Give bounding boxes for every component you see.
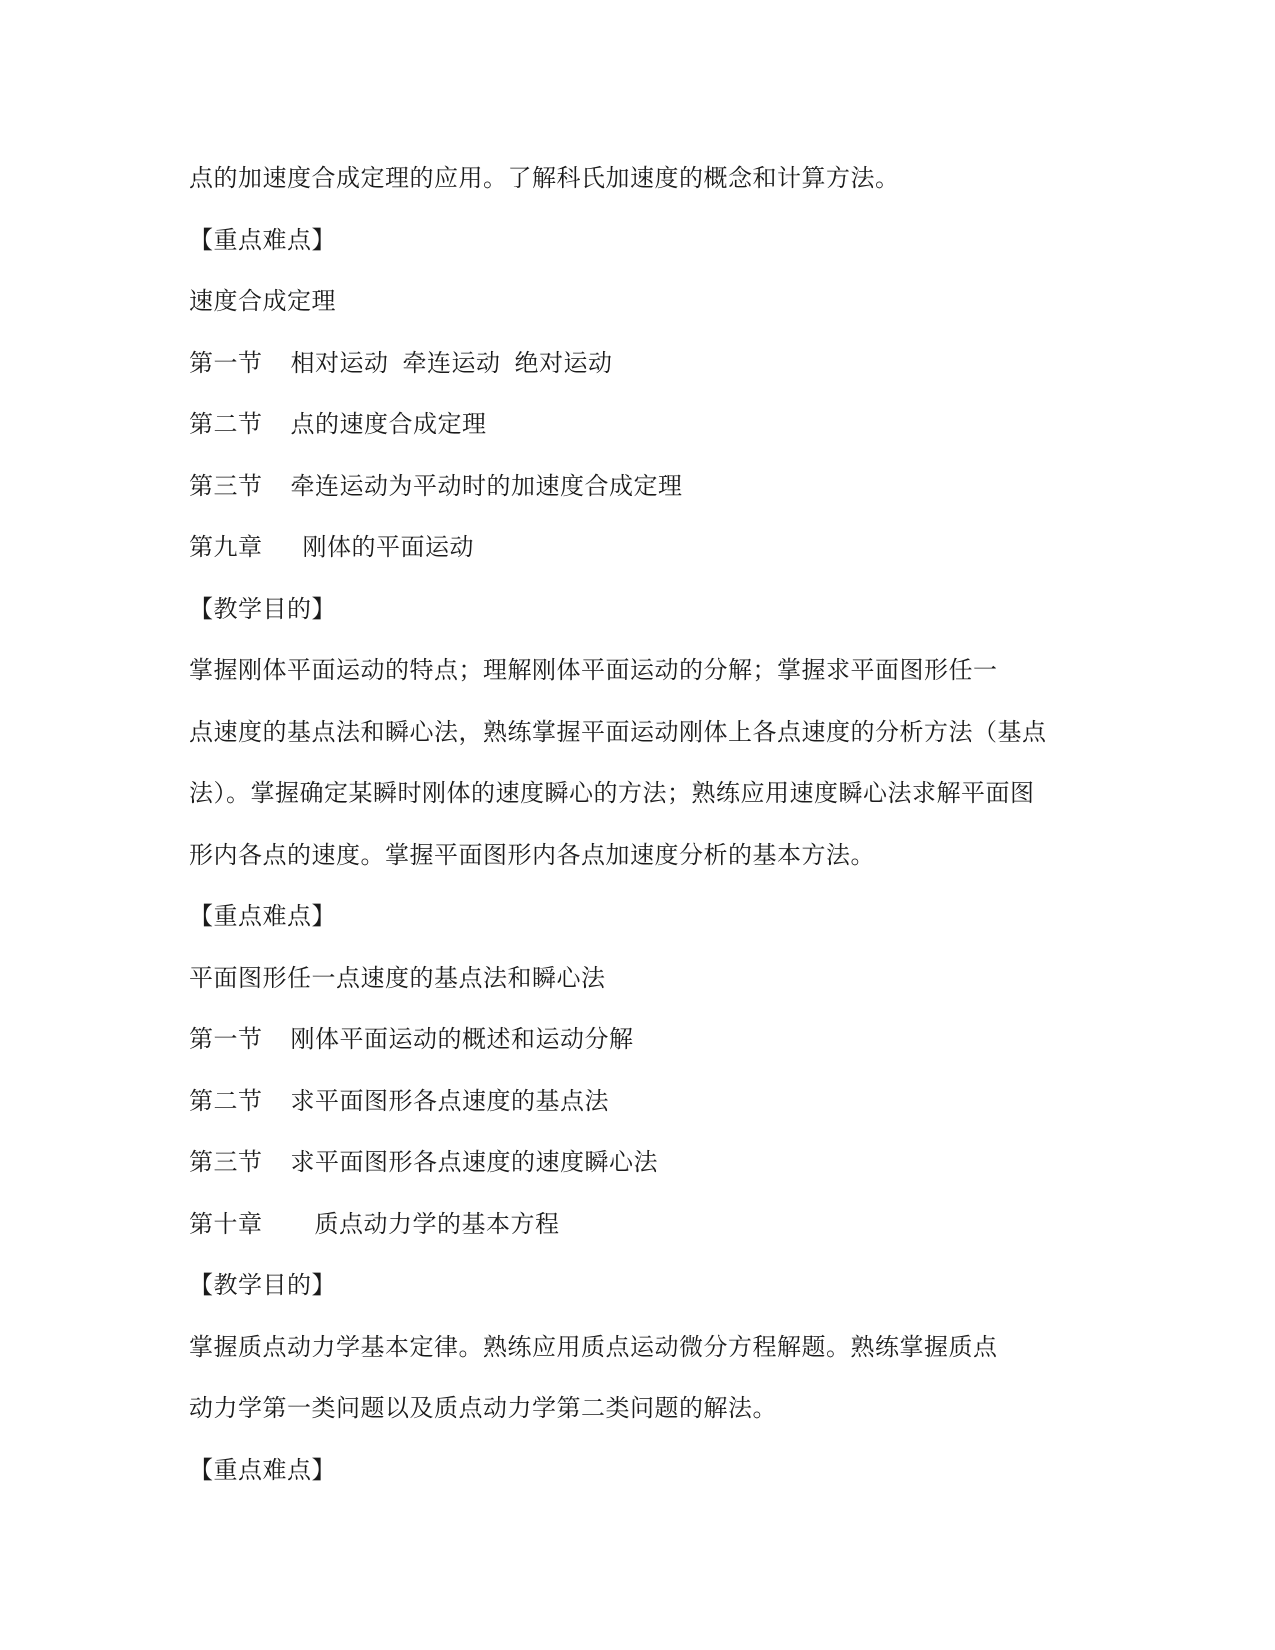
- section-label: 第一节: [189, 1025, 263, 1053]
- key-points-heading: 【重点难点】: [189, 225, 336, 254]
- paragraph-line: 形内各点的速度。掌握平面图形内各点加速度分析的基本方法。: [189, 840, 875, 869]
- paragraph-line: 速度合成定理: [189, 287, 336, 315]
- section-heading: [189, 1009, 1069, 1071]
- chapter-heading: [189, 517, 1069, 579]
- section-heading: [189, 394, 1069, 456]
- section-title: 求平面图形各点速度的基点法: [290, 1086, 609, 1115]
- paragraph-line: 法）。掌握确定某瞬时刚体的速度瞬心的方法；熟练应用速度瞬心法求解平面图: [189, 779, 1035, 807]
- key-points-heading: 【重点难点】: [189, 902, 336, 930]
- paragraph-line: 动力学第一类问题以及质点动力学第二类问题的解法。: [189, 1394, 777, 1422]
- chapter-title: 刚体的平面运动: [302, 533, 474, 561]
- chapter-heading: [189, 1194, 1069, 1256]
- paragraph-line: 掌握质点动力学基本定律。熟练应用质点运动微分方程解题。熟练掌握质点: [189, 1332, 998, 1361]
- teaching-goal-heading: 【教学目的】: [189, 1271, 336, 1299]
- chapter-label: 第十章: [189, 1209, 263, 1238]
- section-title: 刚体平面运动的概述和运动分解: [290, 1025, 634, 1053]
- section-heading: [189, 1132, 1069, 1194]
- paragraph-line: 点的加速度合成定理的应用。了解科氏加速度的概念和计算方法。: [189, 164, 900, 192]
- section-title: 牵连运动为平动时的加速度合成定理: [290, 471, 683, 500]
- paragraph-line: 掌握刚体平面运动的特点；理解刚体平面运动的分解；掌握求平面图形任一: [189, 656, 998, 684]
- section-title: 牵连运动: [402, 348, 501, 377]
- section-title: 点的速度合成定理: [290, 410, 487, 438]
- section-label: 第一节: [189, 348, 263, 377]
- section-label: 第三节: [189, 1148, 263, 1176]
- key-points-heading: 【重点难点】: [189, 1455, 336, 1484]
- section-title: 求平面图形各点速度的速度瞬心法: [290, 1148, 658, 1176]
- section-title: 绝对运动: [514, 348, 613, 377]
- chapter-label: 第九章: [189, 533, 263, 561]
- section-label: 第三节: [189, 471, 263, 500]
- section-heading: [189, 333, 1069, 395]
- teaching-goal-heading: 【教学目的】: [189, 594, 336, 623]
- paragraph-line: 点速度的基点法和瞬心法，熟练掌握平面运动刚体上各点速度的分析方法（基点: [189, 717, 1047, 746]
- section-label: 第二节: [189, 410, 263, 438]
- section-heading: [189, 1071, 1069, 1133]
- section-title: 相对运动: [290, 348, 389, 377]
- section-heading: [189, 456, 1069, 518]
- section-label: 第二节: [189, 1086, 263, 1115]
- document-body: [189, 148, 1069, 1501]
- chapter-title: 质点动力学的基本方程: [314, 1209, 560, 1238]
- paragraph-line: 平面图形任一点速度的基点法和瞬心法: [189, 963, 606, 992]
